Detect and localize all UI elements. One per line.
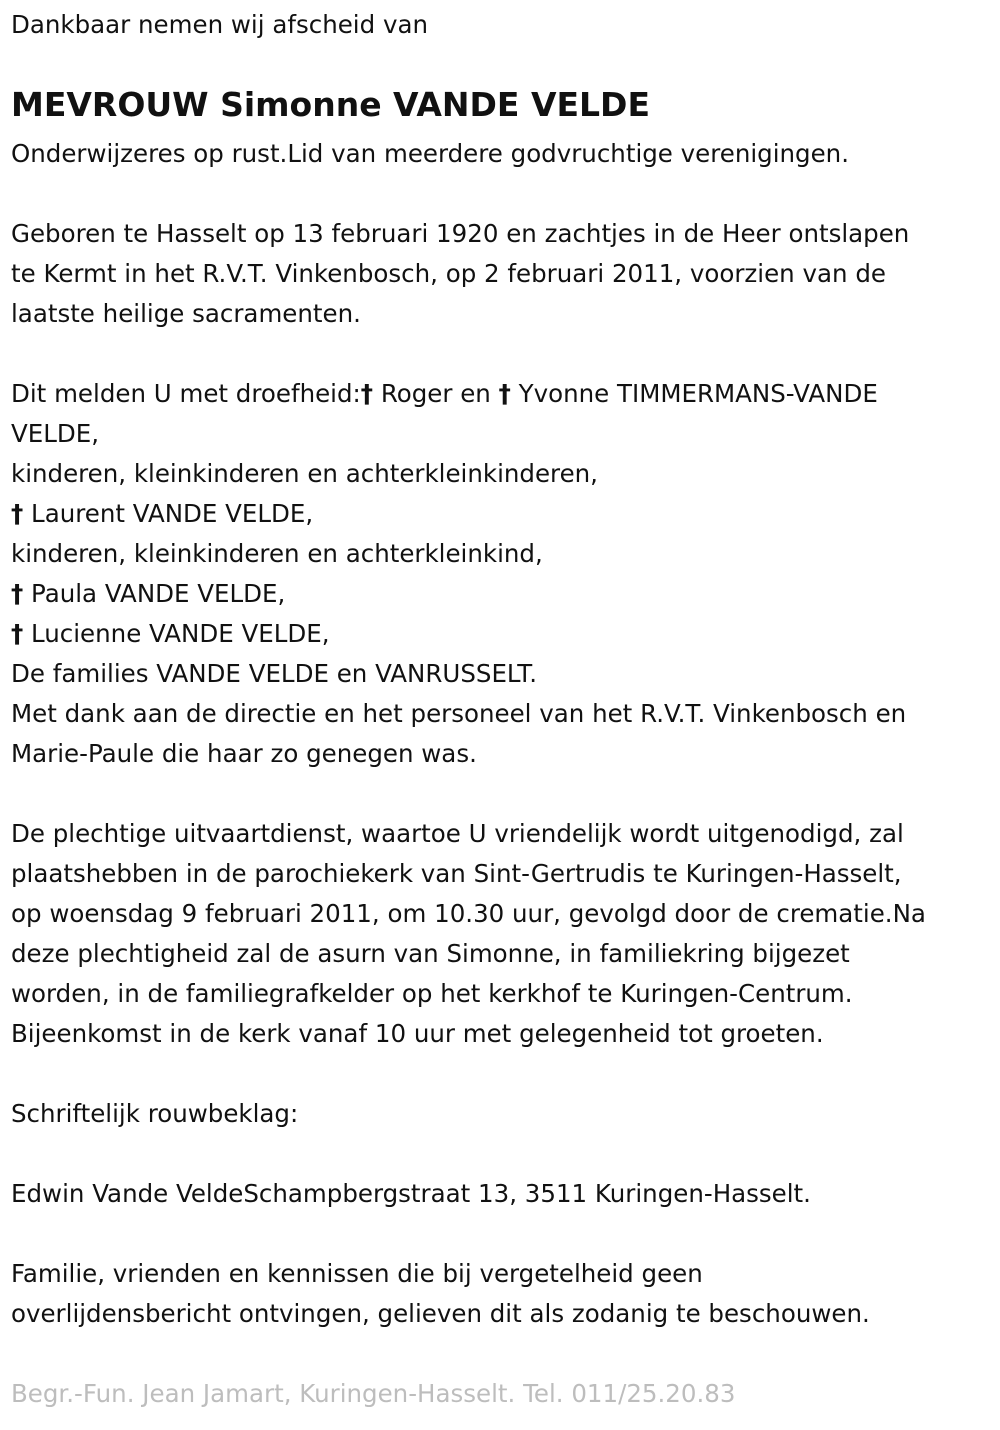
intro-text: Dankbaar nemen wij afscheid van — [11, 10, 428, 39]
family-velde-cont: VELDE, — [11, 419, 100, 448]
family-paragraph — [11, 374, 906, 774]
family-roger: Roger en — [373, 379, 499, 408]
birth-line: laatste heilige sacramenten. — [11, 299, 361, 328]
family-paula: Paula VANDE VELDE, — [23, 579, 286, 608]
family-families: De families VANDE VELDE en VANRUSSELT. — [11, 659, 538, 688]
subtitle-text: Onderwijzeres op rust.Lid van meerdere godvruchtige verenigingen. — [11, 139, 850, 168]
family-lucienne: Lucienne VANDE VELDE, — [23, 619, 330, 648]
birth-line: Geboren te Hasselt op 13 februari 1920 en zachtjes in de Heer ontslapen — [11, 219, 910, 248]
service-line: op woensdag 9 februari 2011, om 10.30 uur, gevolgd door de crematie.Na — [11, 899, 926, 928]
service-line: De plechtige uitvaartdienst, waartoe U vriendelijk wordt uitgenodigd, zal — [11, 819, 904, 848]
family-paula-line — [11, 574, 906, 614]
cross-icon: † — [498, 379, 511, 408]
cross-icon: † — [11, 499, 24, 528]
service-line: deze plechtigheid zal de asurn van Simonne, in familiekring bijgezet — [11, 939, 850, 968]
family-lead-line — [11, 374, 906, 414]
condolence-address-block — [11, 1174, 811, 1214]
family-thanks-1: Met dank aan de directie en het personeel van het R.V.T. Vinkenbosch en — [11, 699, 907, 728]
birth-line: te Kermt in het R.V.T. Vinkenbosch, op 2 februari 2011, voorzien van de — [11, 259, 886, 288]
footer-block — [11, 1374, 735, 1414]
cross-icon: † — [360, 379, 374, 408]
family-laurent: Laurent VANDE VELDE, — [23, 499, 314, 528]
cross-icon: † — [11, 579, 24, 608]
service-line: worden, in de familiegrafkelder op het kerkhof te Kuringen-Centrum. — [11, 979, 853, 1008]
family-yvonne: Yvonne TIMMERMANS-VANDE — [510, 379, 878, 408]
family-lucienne-line — [11, 614, 906, 654]
condolence-address: Edwin Vande VeldeSchampbergstraat 13, 3511 Kuringen-Hasselt. — [11, 1179, 811, 1208]
funeral-home-footer: Begr.-Fun. Jean Jamart, Kuringen-Hasselt. Tel. 011/25.20.83 — [11, 1379, 736, 1408]
family-laurent-line — [11, 494, 906, 534]
notice-paragraph — [11, 1254, 870, 1334]
condolence-label: Schriftelijk rouwbeklag: — [11, 1099, 299, 1128]
notice-line: overlijdensbericht ontvingen, gelieven dit als zodanig te beschouwen. — [11, 1299, 870, 1328]
deceased-name: MEVROUW Simonne VANDE VELDE — [11, 85, 650, 124]
cross-icon: † — [11, 619, 24, 648]
condolence-label-block — [11, 1094, 298, 1134]
family-kids-2: kinderen, kleinkinderen en achterkleinkind, — [11, 539, 543, 568]
service-line: Bijeenkomst in de kerk vanaf 10 uur met gelegenheid tot groeten. — [11, 1019, 824, 1048]
subtitle-block — [11, 134, 849, 174]
notice-line: Familie, vrienden en kennissen die bij vergetelheid geen — [11, 1259, 703, 1288]
family-kids-1: kinderen, kleinkinderen en achterkleinkinderen, — [11, 459, 598, 488]
family-lead: Dit melden U met droefheid: — [11, 379, 361, 408]
birth-paragraph — [11, 214, 909, 334]
service-paragraph — [11, 814, 926, 1054]
service-line: plaatshebben in de parochiekerk van Sint-Gertrudis te Kuringen-Hasselt, — [11, 859, 902, 888]
family-thanks-2: Marie-Paule die haar zo genegen was. — [11, 739, 477, 768]
